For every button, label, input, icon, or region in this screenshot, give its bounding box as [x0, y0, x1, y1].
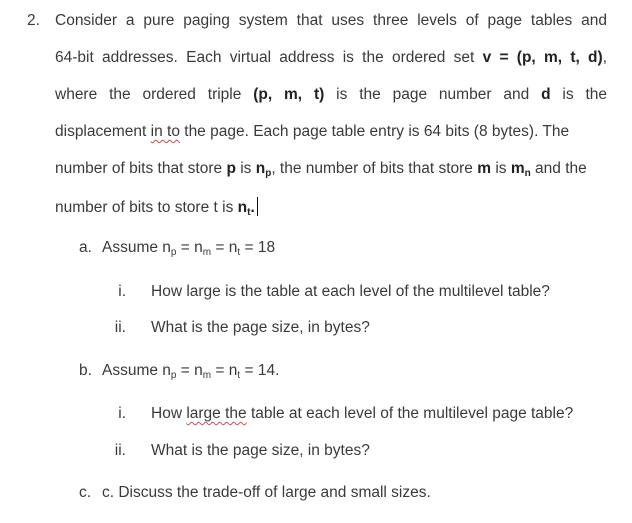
intro-text: , [602, 49, 607, 66]
part-b-item-text: What is the page size, in bytes? [151, 442, 370, 459]
part-b-item-marker: ii. [114, 442, 126, 459]
part-b-marker: b. [79, 362, 92, 379]
intro-line-4 [55, 123, 569, 141]
part-b-item-marker: i. [118, 405, 126, 422]
intro-text: the page. Each page table entry is 64 bits (8 bytes). The [179, 123, 570, 140]
p-symbol: p [226, 160, 236, 177]
intro-text: is [235, 160, 256, 177]
intro-line-1: Consider a pure paging system that uses three levels of page tables and [55, 12, 607, 29]
part-a-item-marker: i. [118, 283, 126, 300]
intro-text: , the number of bits that store [271, 160, 478, 177]
intro-text: is the [550, 86, 607, 103]
part-b-text: Assume $n_p = n_m = n_t = 14$. [102, 362, 280, 381]
part-a-text: Assume $n_p = n_m = n_t = 18$ [102, 239, 276, 258]
page-number-triple: (p, m, t) [253, 86, 325, 103]
np-symbol: $n_p$ [255, 160, 272, 179]
part-a-item-marker: ii. [114, 319, 126, 336]
nt-symbol: $n_t$. [237, 199, 255, 218]
part-c-marker: c. [79, 484, 92, 501]
intro-text: number of bits to store t is [55, 199, 238, 216]
part-a-marker: a. [79, 239, 92, 256]
displacement-symbol: d [541, 86, 551, 103]
intro-line-6 [55, 197, 258, 217]
intro-text: displacement [55, 123, 151, 140]
intro-line-5 [55, 160, 587, 178]
intro-text: is the page number and [324, 86, 542, 103]
virtual-address-set: v = (p, m, t, d) [482, 49, 603, 66]
part-b-item-text: How large the table at each level of the multilevel page table? [151, 405, 574, 422]
part-a-item-text: What is the page size, in bytes? [151, 319, 370, 336]
intro-text: is [491, 160, 511, 177]
intro-text: where the ordered triple [55, 86, 254, 103]
spellcheck-word[interactable]: in to [150, 123, 180, 140]
text-cursor [257, 197, 259, 216]
part-a-item-text: How large is the table at each level of the multilevel table? [151, 283, 550, 300]
spellcheck-word[interactable]: large the [186, 405, 247, 422]
part-c-text: c. Discuss the trade-off of large and small sizes. [102, 484, 431, 501]
intro-line-2 [55, 49, 607, 67]
m-symbol: m [477, 160, 492, 177]
intro-line-3 [55, 86, 607, 104]
question-number: 2. [27, 12, 40, 29]
intro-text: and the [530, 160, 587, 177]
mn-symbol: $m_n$ [510, 160, 531, 179]
intro-text: 64-bit addresses. Each virtual address is the ordered set [55, 49, 483, 66]
intro-text: number of bits that store [55, 160, 227, 177]
